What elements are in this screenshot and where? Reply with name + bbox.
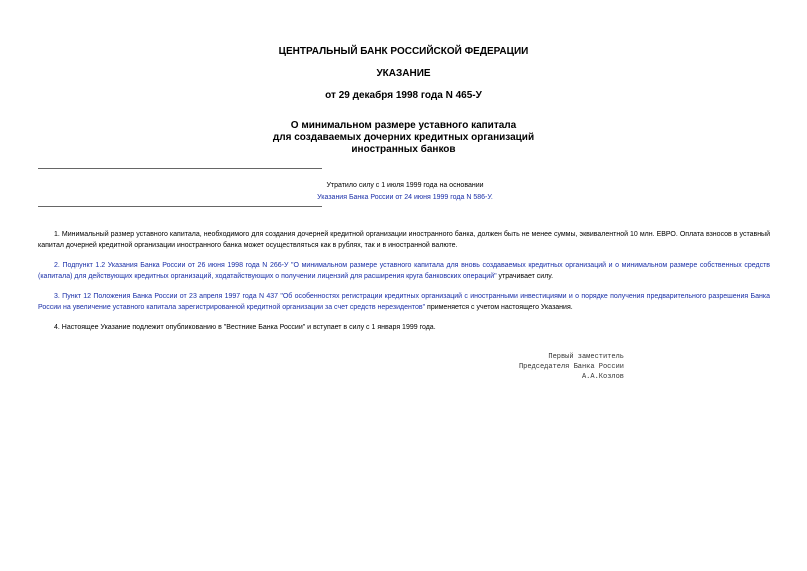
divider-bottom <box>38 206 322 207</box>
divider-top <box>38 168 322 169</box>
title-line: О минимальном размере уставного капитала <box>290 120 517 131</box>
document-type: УКАЗАНИЕ <box>376 68 431 79</box>
status-note <box>300 180 510 204</box>
paragraph-4: 4. Настоящее Указание подлежит опубликованию в "Вестнике Банка России" и вступает в силу с 1 января 1999 года. <box>54 324 436 331</box>
paragraph-1: 1. Минимальный размер уставного капитала, необходимого для создания дочерней кредитной организации иностранного банка, должен быть не менее суммы, эквивалентной 10 млн. ЕВРО. Оплата взносов в уставный капитал дочерней кредитной организации иностранного банка может осуществляться как в рублях, так и в иностранной валюте. <box>38 231 770 249</box>
paragraph-2 <box>38 260 770 282</box>
title-line: для создаваемых дочерних кредитных организаций <box>272 132 535 143</box>
issuer-name: ЦЕНТРАЛЬНЫЙ БАНК РОССИЙСКОЙ ФЕДЕРАЦИИ <box>278 46 529 57</box>
paragraph-3-link[interactable]: 3. Пункт 12 Положения Банка России от 23 апреля 1997 года N 437 "Об особенностях регистрации кредитных организаций с иностранными инвестициями и о порядке получения предварительного разрешения Банка России на увеличение уставного капитала зарегистрированной кредитной организации за счет средств нерезидентов" <box>38 293 770 311</box>
status-text: Утратило силу с 1 июля 1999 года на основании <box>326 182 484 189</box>
paragraph-3 <box>38 291 770 313</box>
paragraph-2-tail: утрачивает силу. <box>496 273 554 280</box>
document-title <box>0 120 807 156</box>
signature-name: А.А.Козлов <box>581 373 624 381</box>
paragraph-3-tail: применяется с учетом настоящего Указания. <box>425 304 573 311</box>
signature-position: Первый заместитель <box>548 353 624 361</box>
title-line: иностранных банков <box>351 144 456 155</box>
document-date: от 29 декабря 1998 года N 465-У <box>325 90 482 101</box>
status-link[interactable]: Указания Банка России от 24 июня 1999 года N 586-У. <box>317 194 493 201</box>
signature-block <box>480 352 624 382</box>
paragraph-2-link[interactable]: 2. Подпункт 1.2 Указания Банка России от 26 июня 1998 года N 266-У "О минимальном размере уставного капитала для вновь создаваемых кредитных организаций и о минимальном размере собственных средств (капитала) для действующих кредитных организаций, ходатайствующих о получении лицензий для расширения круга банковских операций" <box>38 262 770 280</box>
signature-position-2: Председателя Банка России <box>518 363 624 371</box>
